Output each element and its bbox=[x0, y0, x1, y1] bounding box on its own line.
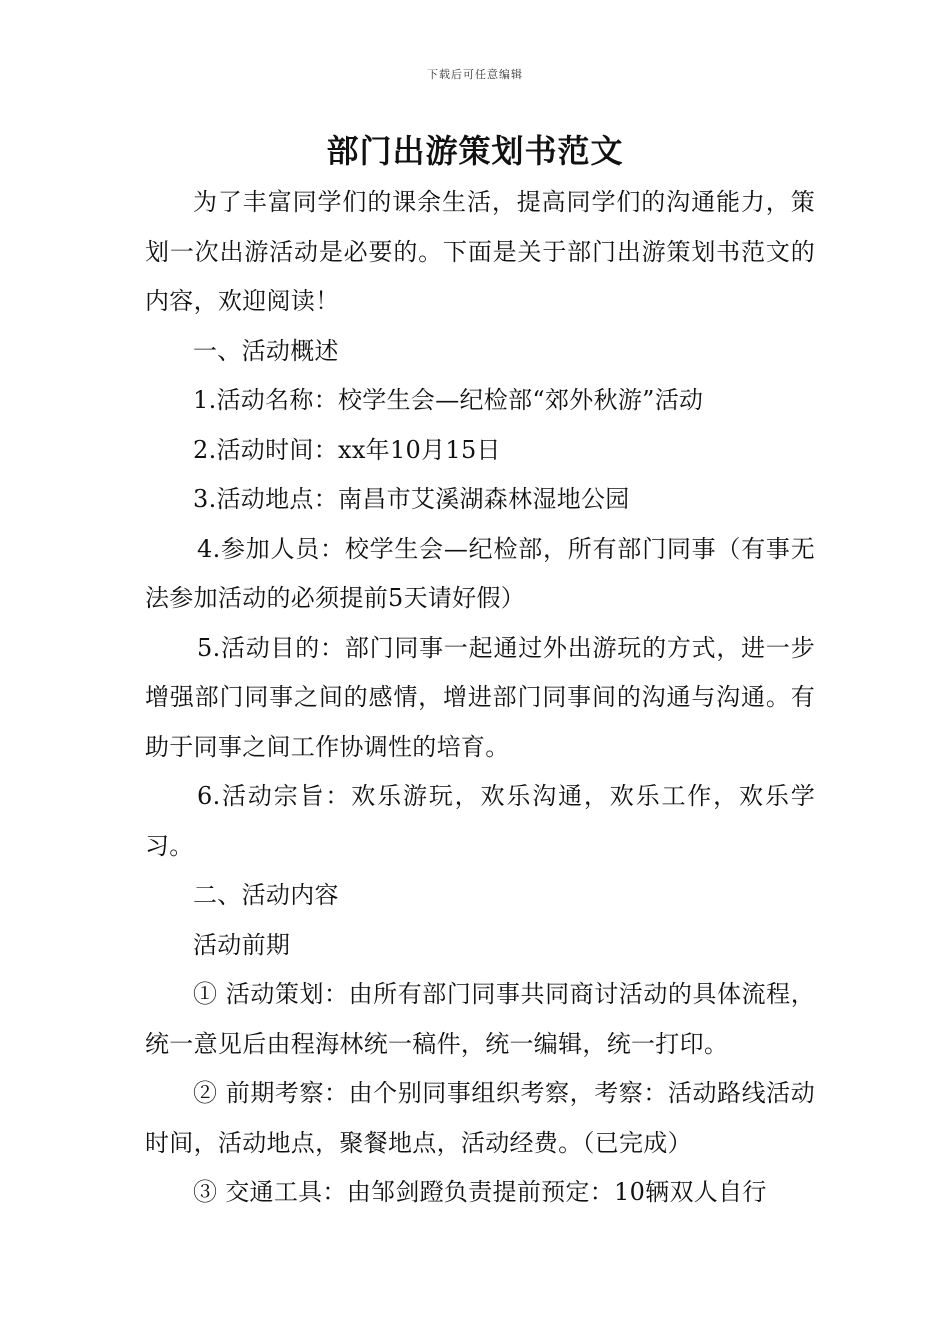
document-title: 部门出游策划书范文 bbox=[326, 132, 624, 170]
document-body bbox=[145, 178, 815, 1218]
paragraph-survey: ② 前期考察：由个别同事组织考察，考察：活动路线活动时间，活动地点，聚餐地点，活动经费。（已完成） bbox=[145, 1079, 815, 1157]
header-note: 下载后可任意编辑 bbox=[427, 68, 523, 81]
paragraph-transport: ③ 交通工具：由邹剑蹬负责提前预定：10辆双人自行 bbox=[193, 1178, 767, 1206]
paragraph-tenet: 6.活动宗旨：欢乐游玩，欢乐沟通，欢乐工作，欢乐学习。 bbox=[145, 782, 815, 860]
paragraph-intro: 为了丰富同学们的课余生活，提高同学们的沟通能力，策划一次出游活动是必要的。下面是关于部门出游策划书范文的内容，欢迎阅读！ bbox=[145, 188, 815, 315]
section-heading-content: 二、活动内容 bbox=[193, 881, 339, 909]
paragraph-purpose: 5.活动目的：部门同事一起通过外出游玩的方式，进一步增强部门同事之间的感情，增进部门同事间的沟通与沟通。有助于同事之间工作协调性的培育。 bbox=[145, 633, 815, 761]
paragraph-participants: 4.参加人员：校学生会—纪检部，所有部门同事（有事无法参加活动的必须提前5天请好假） bbox=[145, 534, 815, 612]
paragraph-activity-name: 1.活动名称：校学生会—纪检部“郊外秋游”活动 bbox=[193, 386, 704, 414]
subheading-pre-activity: 活动前期 bbox=[193, 930, 291, 959]
paragraph-activity-time: 2.活动时间：xx年10月15日 bbox=[193, 435, 501, 464]
section-heading-overview: 一、活动概述 bbox=[193, 336, 339, 365]
paragraph-activity-location: 3.活动地点：南昌市艾溪湖森林湿地公园 bbox=[193, 485, 630, 513]
paragraph-planning: ① 活动策划：由所有部门同事共同商讨活动的具体流程，统一意见后由程海林统一稿件，统一编辑，统一打印。 bbox=[145, 980, 815, 1058]
